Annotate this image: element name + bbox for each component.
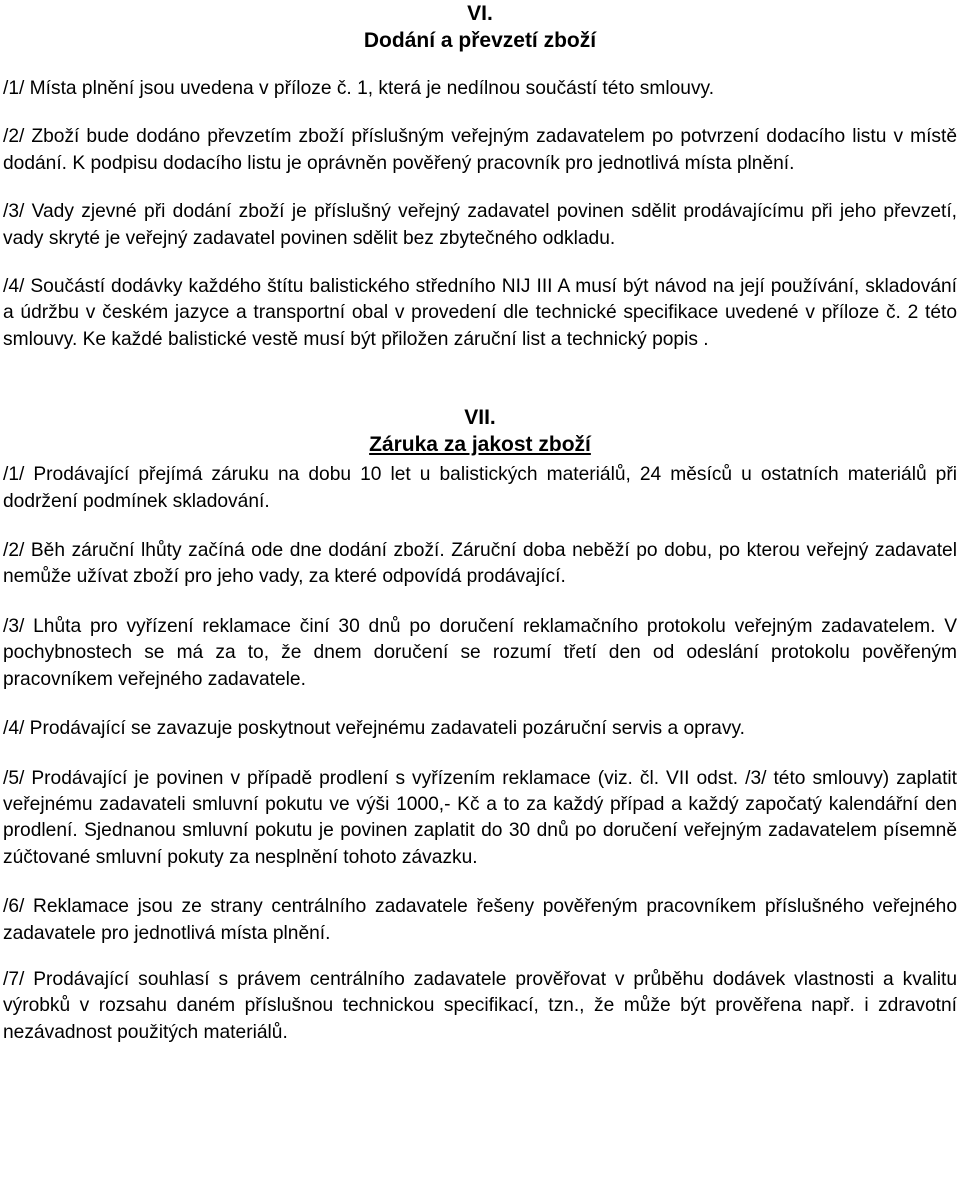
paragraph: /6/ Reklamace jsou ze strany centrálního zadavatele řešeny pověřeným pracovníkem příslušného veřejného zadavatele pro jednotlivá místa plnění.: [3, 896, 957, 944]
paragraph: /4/ Prodávající se zavazuje poskytnout veřejnému zadavateli pozáruční servis a opravy.: [3, 718, 745, 740]
section-title: Dodání a převzetí zboží: [363, 29, 597, 52]
section-vii: [3, 404, 957, 1046]
contract-page: [3, 0, 957, 1069]
section-number: VI.: [467, 2, 493, 25]
paragraph: /1/ Prodávající přejímá záruku na dobu 10 let u balistických materiálů, 24 měsíců u ostatních materiálů při dodržení podmínek skladování.: [3, 464, 957, 512]
paragraph: /7/ Prodávající souhlasí s právem centrálního zadavatele prověřovat v průběhu dodávek vlastnosti a kvalitu výrobků v rozsahu daném příslušnou technickou specifikací, tzn., že může být prověřena např. i zdravotní nezávadnost použitých materiálů.: [3, 968, 957, 1043]
paragraph: /1/ Místa plnění jsou uvedena v příloze č. 1, která je nedílnou součástí této smlouvy.: [3, 78, 715, 99]
section-number: VII.: [464, 406, 496, 430]
paragraph: /4/ Součástí dodávky každého štítu balistického středního NIJ III A musí být návod na její používání, skladování a údržbu v českém jazyce a transportní obal v provedení dle technické specifikace uvedené v příloze č. 2 této smlouvy. Ke každé balistické vestě musí být přiložen záruční list a technický popis .: [3, 276, 957, 350]
section-title: Záruka za jakost zboží: [369, 433, 591, 457]
paragraph: /5/ Prodávající je povinen v případě prodlení s vyřízením reklamace (viz. čl. VII odst. /3/ této smlouvy) zaplatit veřejnému zadavateli smluvní pokutu ve výši 1000,- Kč a to za každý případ a každý započatý kalendářní den prodlení. Sjednanou smluvní pokutu je povinen zaplatit do 30 dnů po doručení veřejným zadavatelem písemně zúčtované smluvní pokuty za nesplnění tohoto závazku.: [3, 767, 957, 868]
section-vi: [3, 0, 957, 353]
paragraph: /2/ Běh záruční lhůty začíná ode dne dodání zboží. Záruční doba neběží po dobu, po kterou veřejný zadavatel nemůže užívat zboží pro jeho vady, za které odpovídá prodávající.: [3, 540, 957, 588]
paragraph: /3/ Vady zjevné při dodání zboží je příslušný veřejný zadavatel povinen sdělit prodávajícímu při jeho převzetí, vady skryté je veřejný zadavatel povinen sdělit bez zbytečného odkladu.: [3, 201, 957, 249]
paragraph: /3/ Lhůta pro vyřízení reklamace činí 30 dnů po doručení reklamačního protokolu veřejným zadavatelem. V pochybnostech se má za to, že dnem doručení se rozumí třetí den od odeslání protokolu pověřeným pracovníkem veřejného zadavatele.: [3, 615, 957, 690]
paragraph: /2/ Zboží bude dodáno převzetím zboží příslušným veřejným zadavatelem po potvrzení dodacího listu v místě dodání. K podpisu dodacího listu je oprávněn pověřený pracovník pro jednotlivá místa plnění.: [3, 126, 957, 174]
